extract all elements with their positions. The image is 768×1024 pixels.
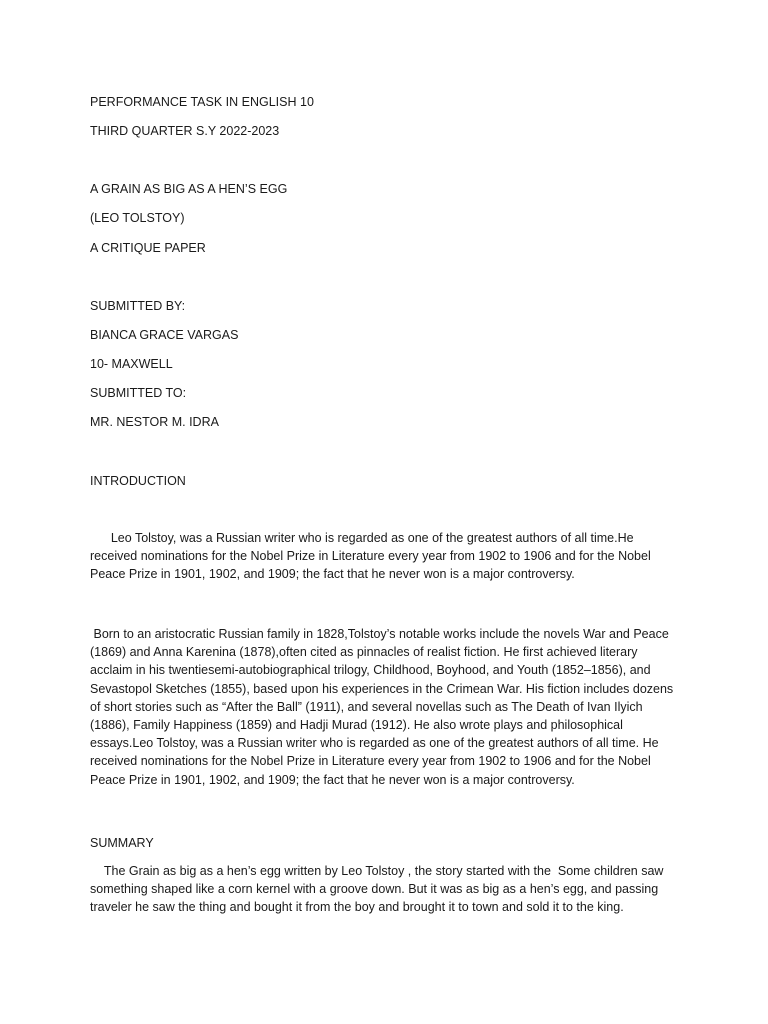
teacher-name: MR. NESTOR M. IDRA — [90, 415, 219, 429]
student-name: BIANCA GRACE VARGAS — [90, 328, 239, 342]
introduction-heading: INTRODUCTION — [90, 474, 186, 488]
submitted-by-label: SUBMITTED BY: — [90, 299, 186, 313]
student-section: 10- MAXWELL — [90, 357, 173, 371]
story-author: (LEO TOLSTOY) — [90, 211, 185, 225]
paper-type: A CRITIQUE PAPER — [90, 241, 206, 255]
introduction-paragraph-1: Leo Tolstoy, was a Russian writer who is regarded as one of the greatest authors of all time.He received nominations for the Nobel Prize in Literature every year from 1902 to 1906 and for the Nobel Peace Prize in 1901, 1902, and 1909; the fact that he never won is a major controversy. — [90, 531, 655, 582]
summary-heading: SUMMARY — [90, 836, 154, 850]
submitted-to-label: SUBMITTED TO: — [90, 386, 187, 400]
summary-paragraph-1: The Grain as big as a hen’s egg written by Leo Tolstoy , the story started with the Some children saw something shaped like a corn kernel with a groove down. But it was as big as a hen’s egg, and passing traveler he saw the thing and bought it from the boy and brought it to town and sold it to the king. — [90, 864, 667, 915]
introduction-paragraph-2: Born to an aristocratic Russian family in 1828,Tolstoy’s notable works include the novels War and Peace (1869) and Anna Karenina (1878),often cited as pinnacles of realist fiction. He first achieved literary acclaim in his twentiesemi-autobiographical trilogy, Childhood, Boyhood, and Youth (1852–1856), and Sevastopol Sketches (1855), based upon his experiences in the Crimean War. His fiction includes dozens of short stories such as “After the Ball” (1911), and several novellas such as The Death of Ivan Ilyich (1886), Family Happiness (1859) and Hadji Murad (1912). He also wrote plays and philosophical essays.Leo Tolstoy, was a Russian writer who is regarded as one of the greatest authors of all time. He received nominations for the Nobel Prize in Literature every year from 1902 to 1906 and for the Nobel Peace Prize in 1901, 1902, and 1909; the fact that he never won is a major controversy. — [90, 627, 677, 787]
story-title: A GRAIN AS BIG AS A HEN’S EGG — [90, 182, 288, 196]
quarter-line: THIRD QUARTER S.Y 2022-2023 — [90, 124, 280, 138]
task-title: PERFORMANCE TASK IN ENGLISH 10 — [90, 95, 314, 109]
